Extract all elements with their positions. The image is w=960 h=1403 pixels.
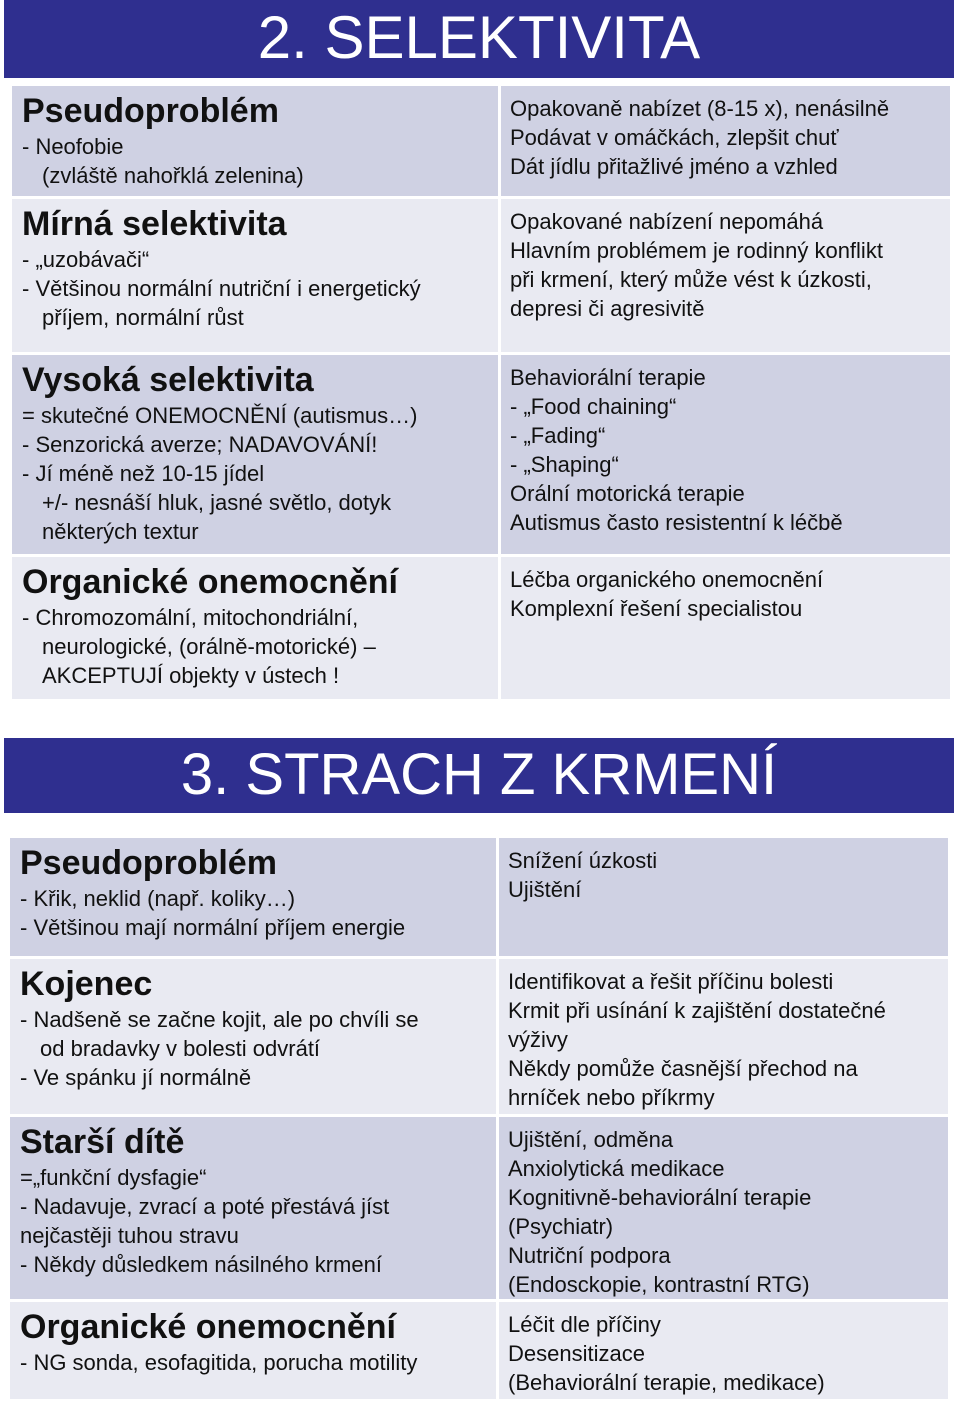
text-line: některých textur bbox=[42, 519, 199, 544]
text-line: výživy bbox=[508, 1027, 568, 1052]
text-line: - Ve spánku jí normálně bbox=[20, 1065, 252, 1090]
text-line: Snížení úzkosti bbox=[508, 848, 658, 873]
text-line: Anxiolytická medikace bbox=[508, 1156, 725, 1181]
text-line: (Endosckopie, kontrastní RTG) bbox=[508, 1272, 810, 1297]
row-treatment bbox=[501, 199, 950, 352]
row-description bbox=[10, 1302, 496, 1399]
text-line: Desensitizace bbox=[508, 1341, 645, 1366]
text-line: - „Fading“ bbox=[510, 423, 606, 448]
text-line: Orální motorická terapie bbox=[510, 481, 745, 506]
text-line: - Neofobie bbox=[22, 134, 124, 159]
row-heading: Starší dítě bbox=[20, 1123, 185, 1161]
text-line: - „Shaping“ bbox=[510, 452, 619, 477]
row-treatment bbox=[499, 838, 948, 956]
section-title: 3. STRACH Z KRMENÍ bbox=[180, 742, 778, 807]
text-line: Hlavním problémem je rodinný konflikt bbox=[510, 238, 883, 263]
text-line: - Většinou mají normální příjem energie bbox=[20, 915, 406, 940]
text-line: Dát jídlu přitažlivé jméno a vzhled bbox=[510, 154, 838, 179]
row-description bbox=[12, 557, 498, 699]
row-treatment bbox=[501, 86, 950, 196]
text-line: Identifikovat a řešit příčinu bolesti bbox=[508, 969, 834, 994]
text-line: Léčba organického onemocnění bbox=[510, 567, 824, 592]
row-heading: Organické onemocnění bbox=[20, 1308, 396, 1346]
row-description bbox=[12, 355, 498, 554]
text-line: - „uzobávači“ bbox=[22, 247, 150, 272]
row-treatment bbox=[499, 959, 948, 1114]
text-line: = skutečné ONEMOCNĚNÍ (autismus…) bbox=[22, 403, 418, 428]
text-line: (Psychiatr) bbox=[508, 1214, 614, 1239]
text-line: nejčastěji tuhou stravu bbox=[20, 1223, 239, 1248]
text-line: - Chromozomální, mitochondriální, bbox=[22, 605, 359, 630]
text-line: - „Food chaining“ bbox=[510, 394, 677, 419]
text-line: neurologické, (orálně-motorické) – bbox=[42, 634, 376, 659]
text-line: Opakované nabízení nepomáhá bbox=[510, 209, 824, 234]
text-line: Ujištění, odměna bbox=[508, 1127, 674, 1152]
text-line: Behaviorální terapie bbox=[510, 365, 706, 390]
table-row bbox=[10, 1302, 948, 1399]
row-description bbox=[10, 838, 496, 956]
row-heading: Kojenec bbox=[20, 965, 153, 1003]
row-description bbox=[12, 199, 498, 352]
row-description bbox=[10, 1117, 496, 1299]
table-row bbox=[12, 557, 950, 699]
section-banner-selektivita bbox=[4, 0, 954, 78]
text-line: Komplexní řešení specialistou bbox=[510, 596, 803, 621]
section-banner-strach-z-krmeni bbox=[4, 738, 954, 813]
text-line: - Nadavuje, zvrací a poté přestává jíst bbox=[20, 1194, 390, 1219]
text-line: - Jí méně než 10-15 jídel bbox=[22, 461, 265, 486]
text-line: Opakovaně nabízet (8-15 x), nenásilně bbox=[510, 96, 890, 121]
text-line: Krmit při usínání k zajištění dostatečné bbox=[508, 998, 886, 1023]
table-row bbox=[12, 355, 950, 554]
text-line: Autismus často resistentní k léčbě bbox=[510, 510, 843, 535]
text-line: AKCEPTUJÍ objekty v ústech ! bbox=[42, 663, 340, 688]
text-line: - NG sonda, esofagitida, porucha motility bbox=[20, 1350, 418, 1375]
text-line: (zvláště nahořklá zelenina) bbox=[42, 163, 304, 188]
text-line: - Někdy důsledkem násilného krmení bbox=[20, 1252, 382, 1277]
text-line: Nutriční podpora bbox=[508, 1243, 671, 1268]
text-line: při krmení, který může vést k úzkosti, bbox=[510, 267, 872, 292]
text-line: Kognitivně-behaviorální terapie bbox=[508, 1185, 812, 1210]
text-line: od bradavky v bolesti odvrátí bbox=[40, 1036, 321, 1061]
text-line: příjem, normální růst bbox=[42, 305, 244, 330]
row-description bbox=[12, 86, 498, 196]
table-row bbox=[12, 86, 950, 196]
text-line: - Křik, neklid (např. koliky…) bbox=[20, 886, 296, 911]
row-heading: Pseudoproblém bbox=[20, 844, 277, 882]
row-treatment bbox=[499, 1117, 948, 1299]
section-title: 2. SELEKTIVITA bbox=[257, 4, 701, 71]
text-line: - Senzorická averze; NADAVOVÁNÍ! bbox=[22, 432, 378, 457]
text-line: Léčit dle příčiny bbox=[508, 1312, 661, 1337]
text-line: - Většinou normální nutriční i energetický bbox=[22, 276, 421, 301]
row-treatment bbox=[499, 1302, 948, 1399]
table-row bbox=[10, 1117, 948, 1299]
row-heading: Pseudoproblém bbox=[22, 92, 279, 130]
text-line: +/- nesnáší hluk, jasné světlo, dotyk bbox=[42, 490, 392, 515]
text-line: =„funkční dysfagie“ bbox=[20, 1165, 207, 1190]
text-line: - Nadšeně se začne kojit, ale po chvíli se bbox=[20, 1007, 419, 1032]
text-line: Někdy pomůže časnější přechod na bbox=[508, 1056, 858, 1081]
table-row bbox=[10, 838, 948, 956]
row-treatment bbox=[501, 557, 950, 699]
text-line: depresi či agresivitě bbox=[510, 296, 705, 321]
table-row bbox=[10, 959, 948, 1114]
row-heading: Organické onemocnění bbox=[22, 563, 398, 601]
row-description bbox=[10, 959, 496, 1114]
row-treatment bbox=[501, 355, 950, 554]
text-line: hrníček nebo příkrmy bbox=[508, 1085, 715, 1110]
row-heading: Vysoká selektivita bbox=[22, 361, 314, 399]
text-line: Podávat v omáčkách, zlepšit chuť bbox=[510, 125, 839, 150]
text-line: Ujištění bbox=[508, 877, 582, 902]
table-row bbox=[12, 199, 950, 352]
text-line: (Behaviorální terapie, medikace) bbox=[508, 1370, 825, 1395]
row-heading: Mírná selektivita bbox=[22, 205, 287, 243]
